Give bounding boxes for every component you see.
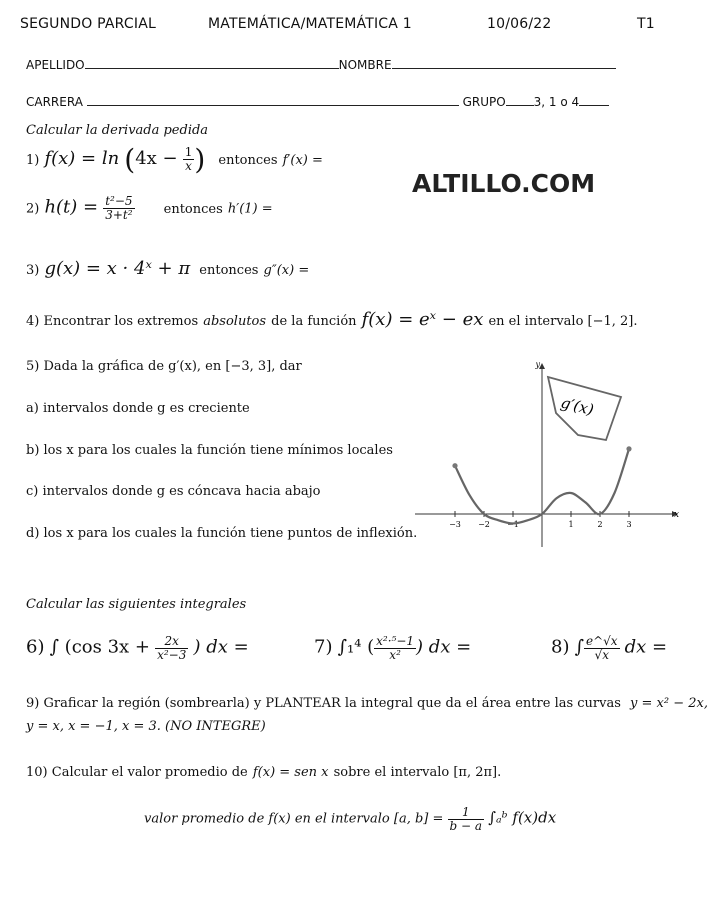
q3-expr: g(x) = x · 4ˣ + π xyxy=(44,258,191,279)
q1-number: 1) xyxy=(26,153,40,168)
q5-b: b) los x para los cuales la función tiene mínimos locales xyxy=(26,443,393,458)
x-tick-label: 3 xyxy=(626,520,632,529)
carrera-row xyxy=(26,93,609,109)
g-prime-graph xyxy=(410,355,690,555)
grupo-blank-pre[interactable] xyxy=(506,93,534,106)
x-tick-label: 2 xyxy=(597,520,603,529)
q1-close-paren: ) xyxy=(194,143,206,176)
x-tick-label: −1 xyxy=(507,520,519,529)
question-9-line1 xyxy=(26,692,708,711)
grupo-value: 3, 1 o 4 xyxy=(533,95,580,109)
grupo-label: GRUPO xyxy=(462,95,506,109)
q5-a: a) intervalos donde g es creciente xyxy=(26,401,250,416)
q4-emph: absolutos xyxy=(203,314,267,329)
question-8 xyxy=(551,635,667,661)
q1-lhs: f(x) = ln xyxy=(44,148,120,169)
section-derivatives-title: Calcular la derivada pedida xyxy=(26,123,209,138)
q8-a: ∫ xyxy=(574,636,584,658)
q5-c: c) intervalos donde g es cóncava hacia abajo xyxy=(26,484,321,499)
apellido-label: APELLIDO xyxy=(26,58,85,72)
q6-frac-num: 2x xyxy=(155,635,188,649)
q7-frac-num: x²·⁵−1 xyxy=(376,634,415,648)
q8-frac-den: √x xyxy=(594,647,609,662)
watermark: ALTILLO.COM xyxy=(412,169,596,198)
q7-number: 7) xyxy=(314,636,333,658)
exam-date: 10/06/22 xyxy=(487,16,552,32)
x-axis-label: x xyxy=(674,510,680,520)
x-tick-label: −3 xyxy=(449,520,461,529)
x-tick-label: −2 xyxy=(478,520,490,529)
q9-line1: 9) Graficar la región (sombrearla) y PLANTEAR la integral que da el área entre las curvas xyxy=(26,696,621,711)
carrera-blank[interactable] xyxy=(87,93,459,106)
q1-then: entonces xyxy=(218,153,278,168)
q10-func: f(x) = sen x xyxy=(252,765,329,780)
q4-func: f(x) = eˣ − ex xyxy=(361,309,484,330)
q8-number: 8) xyxy=(551,636,570,658)
q6-b: ) dx = xyxy=(193,636,249,658)
curve-endpoint-right xyxy=(626,446,631,451)
q8-frac-num: e^√x xyxy=(585,634,618,648)
q2-fraction xyxy=(103,195,134,221)
q1-target: f′(x) = xyxy=(282,153,323,168)
q3-number: 3) xyxy=(26,263,40,278)
q9-curve: y = x² − 2x, xyxy=(630,696,708,711)
exam-theme: T1 xyxy=(637,16,655,32)
q7-frac-den: x² xyxy=(389,647,401,662)
grupo-blank-post[interactable] xyxy=(579,93,609,106)
q5-intro: 5) Dada la gráfica de g′(x), en [−3, 3], dar xyxy=(26,359,302,374)
question-3 xyxy=(26,258,309,279)
y-axis-label: y xyxy=(535,360,540,369)
q8-b: dx = xyxy=(624,636,668,658)
q2-frac-num: t²−5 xyxy=(105,194,133,208)
question-1 xyxy=(26,143,323,176)
q4-post: en el intervalo [−1, 2]. xyxy=(488,314,638,329)
q2-frac-den: 3+t² xyxy=(105,207,133,222)
q4-mid: de la función xyxy=(271,314,357,329)
question-10 xyxy=(26,761,501,780)
q3-then: entonces xyxy=(199,263,259,278)
q1-inner: 4x − xyxy=(135,148,178,169)
average-value-formula xyxy=(144,806,556,832)
section-integrals-title: Calcular las siguientes integrales xyxy=(26,597,247,612)
q2-lhs: h(t) = xyxy=(44,196,99,218)
q10-post: sobre el intervalo [π, 2π]. xyxy=(333,765,502,780)
q9-line2: y = x, x = −1, x = 3. (NO INTEGRE) xyxy=(26,719,266,734)
q6-number: 6) xyxy=(26,636,45,658)
q6-frac-den: x²−3 xyxy=(157,647,187,662)
q6-a: ∫ (cos 3x + xyxy=(49,636,150,658)
q8-fraction xyxy=(584,635,620,661)
q6-fraction xyxy=(155,635,188,661)
q2-number: 2) xyxy=(26,201,40,217)
question-6 xyxy=(26,635,249,661)
q4-pre: 4) Encontrar los extremos xyxy=(26,314,199,329)
apellido-blank[interactable] xyxy=(85,56,339,69)
nombre-label: NOMBRE xyxy=(338,58,392,72)
q1-frac-den: x xyxy=(185,159,192,173)
question-7 xyxy=(314,635,471,661)
q1-frac-num: 1 xyxy=(184,145,193,160)
graph-label: g′(x) xyxy=(559,393,596,419)
carrera-label: CARRERA xyxy=(26,95,83,109)
formula-text: valor promedio de f(x) en el intervalo [a, b] = xyxy=(144,811,444,827)
q1-fraction xyxy=(183,146,195,172)
q2-target: h′(1) = xyxy=(227,201,273,217)
curve-endpoint-left xyxy=(452,463,457,468)
question-4 xyxy=(26,309,638,330)
apellido-row xyxy=(26,56,616,72)
nombre-blank[interactable] xyxy=(392,56,616,69)
q1-open-paren: ( xyxy=(124,143,136,176)
q7-b: ) dx = xyxy=(416,636,472,658)
formula-fraction xyxy=(448,806,485,832)
x-tick-label: 1 xyxy=(568,520,574,529)
formula-frac-den: b − a xyxy=(449,818,483,833)
q10-pre: 10) Calcular el valor promedio de xyxy=(26,765,248,780)
formula-integral: ∫ₐᵇ f(x)dx xyxy=(488,808,557,827)
formula-frac-num: 1 xyxy=(448,806,485,820)
q7-a: ∫₁⁴ ( xyxy=(337,636,375,658)
exam-title: SEGUNDO PARCIAL xyxy=(20,16,156,32)
exam-subject: MATEMÁTICA/MATEMÁTICA 1 xyxy=(208,16,412,32)
q7-fraction xyxy=(374,635,416,661)
q2-then: entonces xyxy=(163,201,223,217)
q5-d: d) los x para los cuales la función tiene puntos de inflexión. xyxy=(26,526,418,541)
question-2 xyxy=(26,195,273,221)
q3-target: g″(x) = xyxy=(263,263,310,278)
